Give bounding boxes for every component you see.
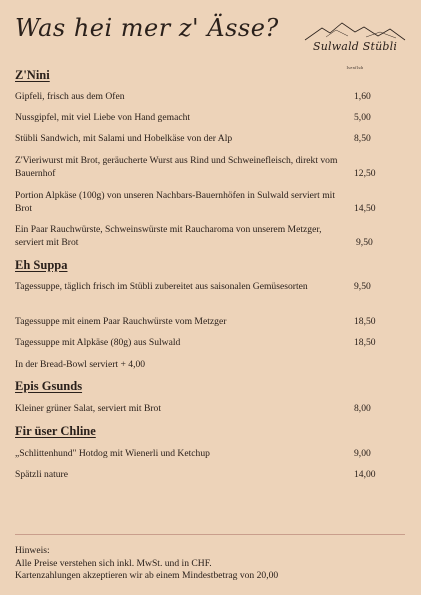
section-heading-fir-user-chline: Fir üser Chline bbox=[15, 424, 96, 438]
item-description: Nussgipfel, mit viel Liebe von Hand gemacht bbox=[15, 112, 191, 123]
menu-item bbox=[15, 336, 410, 349]
footer-note bbox=[15, 545, 410, 583]
item-description: Ein Paar Rauchwürste, Schweinswürste mit Raucharoma von unserem Metzger, serviert mit Brot bbox=[15, 224, 322, 248]
menu-item bbox=[15, 447, 410, 460]
item-description: Z'Vieriwurst mit Brot, geräucherte Wurst aus Rind und Schweinefleisch, direkt vom Bauernhof bbox=[15, 155, 338, 179]
section-heading-znini: Z'Nini bbox=[15, 68, 50, 82]
note-heading: Hinweis: bbox=[15, 545, 50, 556]
item-description: In der Bread-Bowl serviert + 4,00 bbox=[15, 359, 146, 370]
item-price: 9,00 bbox=[354, 448, 371, 459]
menu-item bbox=[15, 132, 410, 145]
note-line: Kartenzahlungen akzeptieren wir ab einem Mindestbetrag von 20,00 bbox=[15, 570, 279, 581]
item-description: Tagessuppe mit Alpkäse (80g) aus Sulwald bbox=[15, 337, 181, 348]
item-description: „Schlittenhund" Hotdog mit Wienerli und Ketchup bbox=[15, 448, 210, 459]
item-description: Tagessuppe mit einem Paar Rauchwürste vom Metzger bbox=[15, 316, 227, 327]
item-price: 9,50 bbox=[354, 281, 371, 292]
item-price: 9,50 bbox=[356, 237, 373, 248]
item-price: 5,00 bbox=[354, 112, 371, 123]
menu-item bbox=[15, 189, 410, 215]
item-price: 8,50 bbox=[354, 133, 371, 144]
menu-item bbox=[15, 90, 410, 103]
item-description: Gipfeli, frisch aus dem Ofen bbox=[15, 91, 125, 102]
item-price: 18,50 bbox=[354, 316, 376, 327]
divider bbox=[15, 534, 405, 535]
item-price: 1,60 bbox=[354, 91, 371, 102]
menu-item bbox=[15, 111, 410, 124]
item-description: Tagessuppe, täglich frisch im Stübli zubereitet aus saisonalen Gemüsesorten bbox=[15, 281, 308, 292]
menu-item bbox=[15, 280, 410, 293]
item-description: Portion Alpkäse (100g) von unseren Nachbars-Bauernhöfen in Sulwald serviert mit Brot bbox=[15, 190, 335, 214]
item-price: 18,50 bbox=[354, 337, 376, 348]
item-description: Kleiner grüner Salat, serviert mit Brot bbox=[15, 403, 161, 414]
item-price: 14,00 bbox=[354, 469, 376, 480]
note-line: Alle Preise verstehen sich inkl. MwSt. und in CHF. bbox=[15, 557, 212, 569]
mountain-icon bbox=[300, 20, 410, 42]
menu-item bbox=[15, 223, 410, 249]
menu-item bbox=[15, 468, 410, 481]
section-heading-epis-gsunds: Epis Gsunds bbox=[15, 379, 83, 393]
menu-item bbox=[15, 315, 410, 328]
logo-subtitle: Isenfluh bbox=[346, 65, 364, 70]
item-price: 14,50 bbox=[354, 203, 376, 214]
item-description: Stübli Sandwich, mit Salami und Hobelkäse von der Alp bbox=[15, 133, 233, 144]
item-price: 12,50 bbox=[354, 168, 376, 179]
section-heading-eh-suppa: Eh Suppa bbox=[15, 258, 68, 272]
menu-item bbox=[15, 402, 410, 415]
menu-item bbox=[15, 358, 410, 371]
menu-title: Was hei mer z' Ässe? bbox=[15, 14, 279, 42]
logo-name: Sulwald Stübli bbox=[312, 40, 398, 53]
item-price: 8,00 bbox=[354, 403, 371, 414]
item-description: Spätzli nature bbox=[15, 469, 69, 480]
menu-item bbox=[15, 154, 410, 180]
logo bbox=[300, 20, 410, 75]
